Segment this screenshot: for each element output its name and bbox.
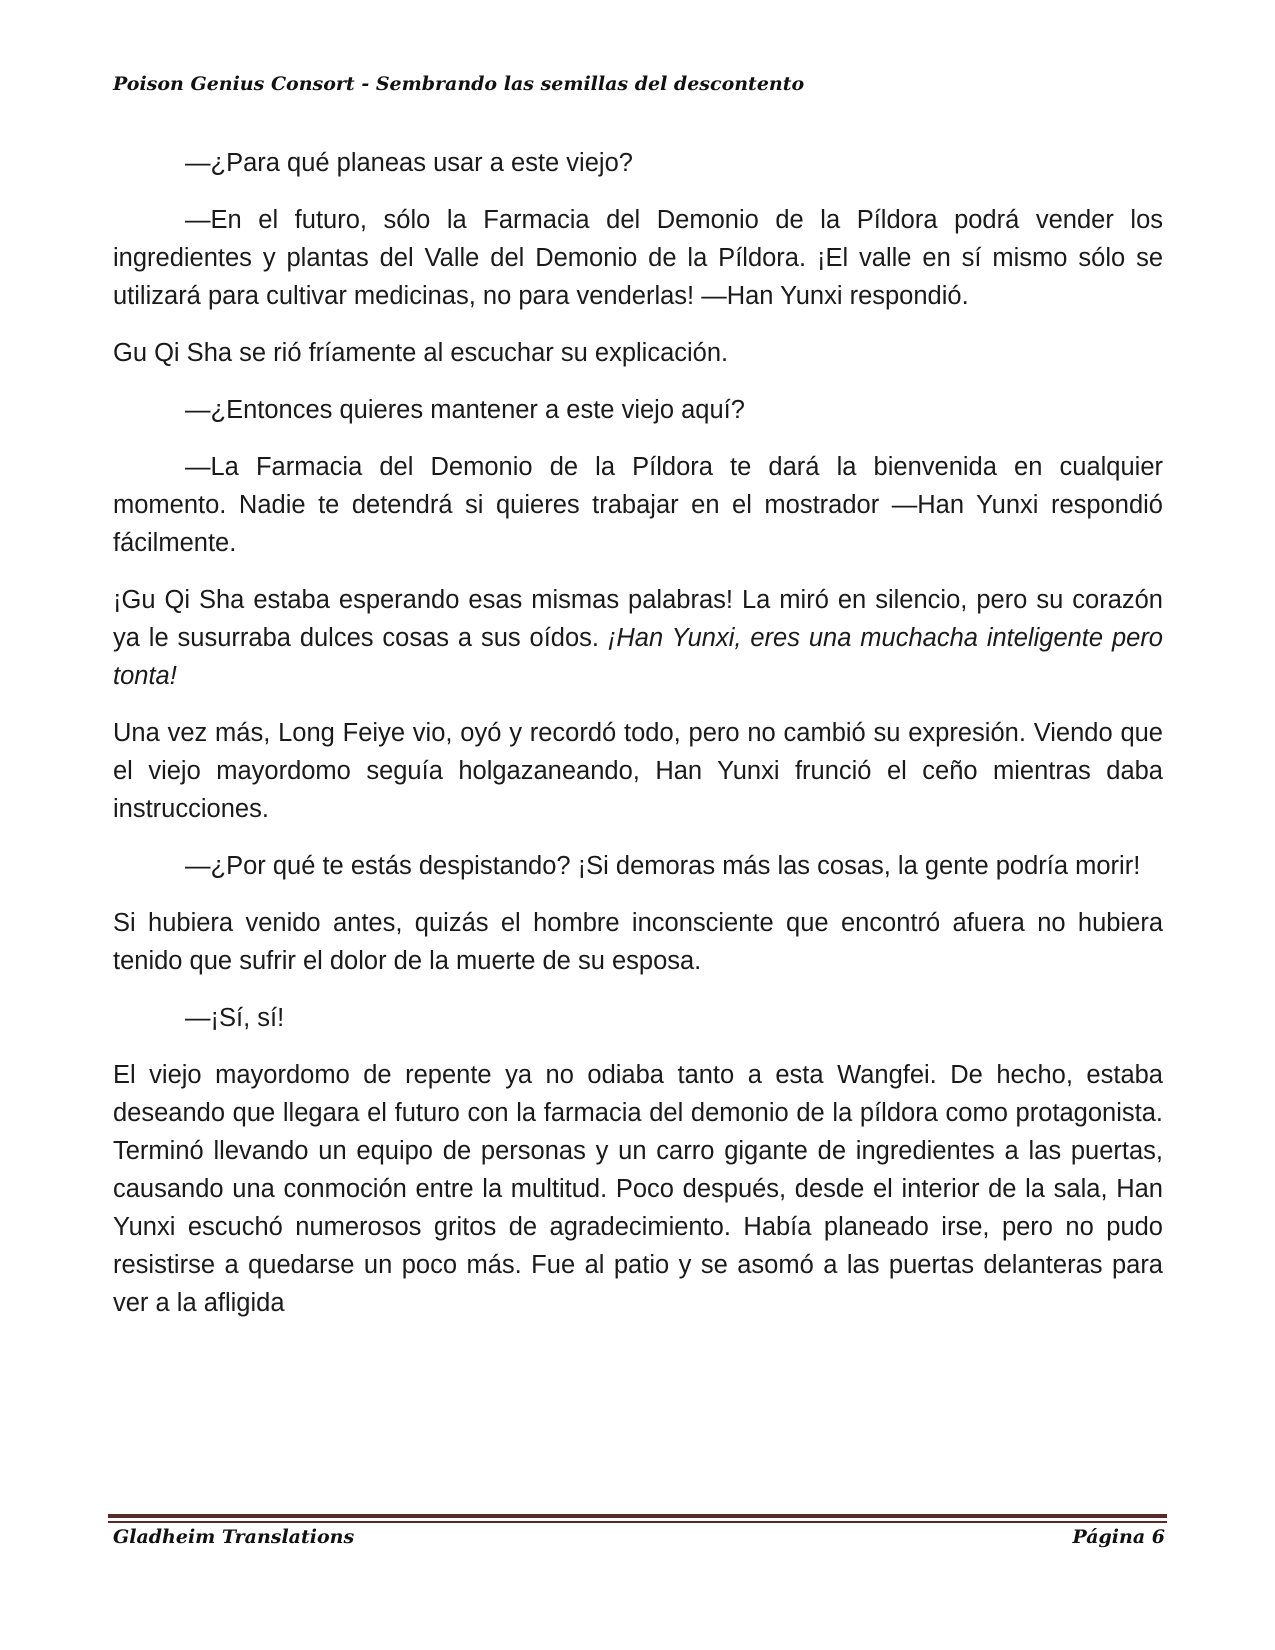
paragraph: Gu Qi Sha se rió fríamente al escuchar su explicación.: [113, 339, 729, 367]
paragraph: Si hubiera venido antes, quizás el hombre inconsciente que encontró afuera no hubiera tenido que sufrir el dolor de la muerte de su esposa.: [113, 909, 1163, 975]
footer-rule-thin: [108, 1521, 1167, 1523]
footer-publisher: Gladheim Translations: [113, 1526, 355, 1548]
paragraph: Una vez más, Long Feiye vio, oyó y recordó todo, pero no cambió su expresión. Viendo que el viejo mayordomo seguía holgazaneando, Han Yunxi frunció el ceño mientras daba instrucciones.: [113, 719, 1163, 823]
running-footer: [113, 1526, 1165, 1548]
paragraph: —La Farmacia del Demonio de la Píldora te dará la bienvenida en cualquier momento. Nadie te detendrá si quieres trabajar en el mostrador —Han Yunxi respondió fácilmente.: [113, 453, 1163, 557]
paragraph: [113, 581, 1163, 695]
page-number: Página 6: [1072, 1526, 1165, 1548]
document-body: [113, 144, 1163, 1341]
paragraph-text: ¡Gu Qi Sha estaba esperando esas mismas palabras! La miró en silencio, pero su corazón ya le susurraba dulces cosas a sus oídos.: [113, 586, 1163, 652]
italic-thought: ¡Han Yunxi, eres una muchacha inteligente pero tonta!: [113, 624, 1163, 690]
paragraph: —¡Sí, sí!: [185, 1004, 285, 1032]
running-header: Poison Genius Consort - Sembrando las semillas del descontento: [113, 73, 805, 95]
paragraph: —En el futuro, sólo la Farmacia del Demonio de la Píldora podrá vender los ingredientes y plantas del Valle del Demonio de la Píldora. ¡El valle en sí mismo sólo se utilizará para cultivar medicinas, no para venderlas! —Han Yunxi respondió.: [113, 206, 1163, 310]
footer-rule-thick: [108, 1514, 1167, 1518]
paragraph: El viejo mayordomo de repente ya no odiaba tanto a esta Wangfei. De hecho, estaba deseando que llegara el futuro con la farmacia del demonio de la píldora como protagonista. Terminó llevando un equipo de personas y un carro gigante de ingredientes a las puertas, causando una conmoción entre la multitud. Poco después, desde el interior de la sala, Han Yunxi escuchó numerosos gritos de agradecimiento. Había planeado irse, pero no pudo resistirse a quedarse un poco más. Fue al patio y se asomó a las puertas delanteras para ver a la afligida: [113, 1061, 1163, 1317]
paragraph: —¿Por qué te estás despistando? ¡Si demoras más las cosas, la gente podría morir!: [185, 852, 1141, 880]
paragraph: —¿Entonces quieres mantener a este viejo aquí?: [185, 396, 745, 424]
paragraph: —¿Para qué planeas usar a este viejo?: [185, 149, 633, 177]
